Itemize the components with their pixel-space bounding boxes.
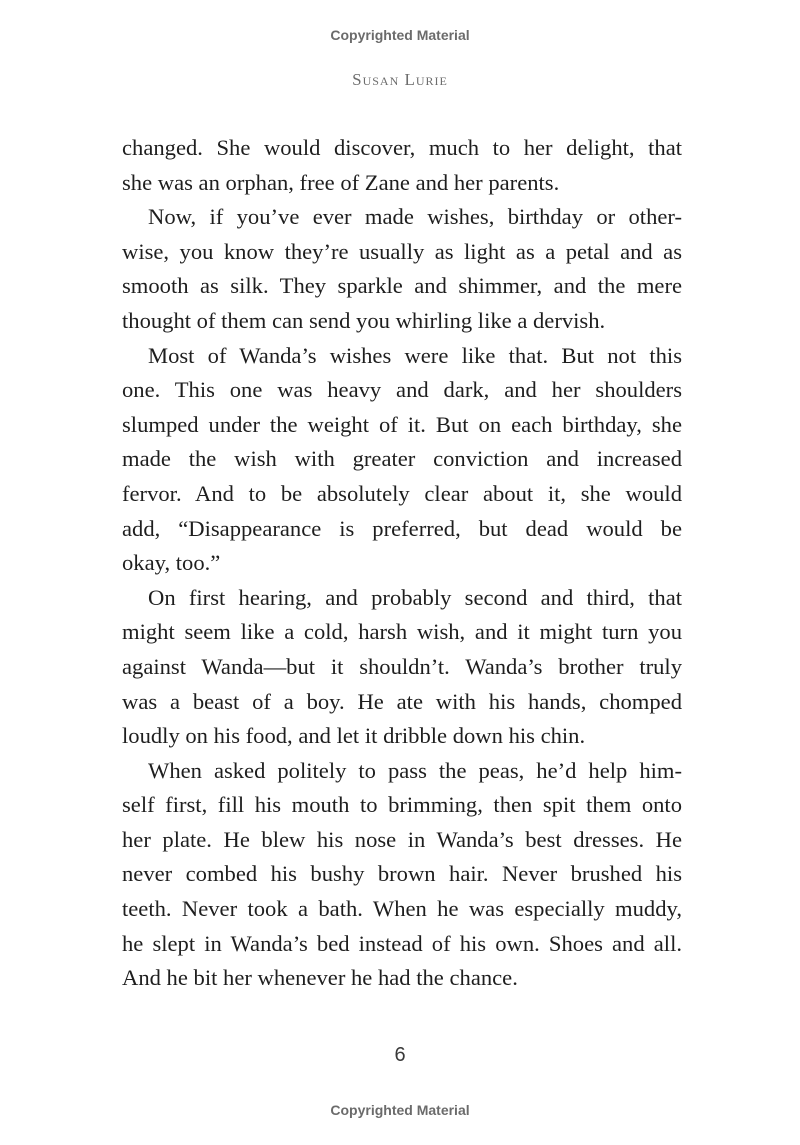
- paragraph: [122, 200, 682, 338]
- text-line: slumped under the weight of it. But on each birthday, she: [122, 411, 682, 437]
- text-line: changed. She would discover, much to her delight, that: [122, 135, 682, 160]
- text-line: never combed his bushy brown hair. Never brushed his: [122, 861, 682, 887]
- paragraph: [122, 754, 682, 996]
- text-line: fervor. And to be absolutely clear about it, she would: [122, 480, 682, 506]
- text-line: her plate. He blew his nose in Wanda’s best dresses. He: [122, 826, 682, 852]
- text-line: she was an orphan, free of Zane and her parents.: [122, 169, 560, 195]
- text-line: one. This one was heavy and dark, and her shoulders: [122, 377, 682, 403]
- text-line: against Wanda—but it shouldn’t. Wanda’s brother truly: [122, 653, 682, 679]
- paragraph: [122, 581, 682, 754]
- text-line: On first hearing, and probably second and third, that: [148, 584, 682, 610]
- text-line: self first, fill his mouth to brimming, then spit them onto: [122, 792, 682, 818]
- text-line: made the wish with greater conviction and increased: [122, 446, 682, 472]
- copyright-watermark-top: Copyrighted Material: [330, 27, 470, 43]
- text-line: thought of them can send you whirling like a dervish.: [122, 307, 606, 333]
- page-body-text: [122, 131, 682, 996]
- running-head-author: Susan Lurie: [352, 70, 448, 89]
- text-line: And he bit her whenever he had the chance.: [122, 965, 518, 991]
- text-line: he slept in Wanda’s bed instead of his own. Shoes and all.: [122, 930, 682, 956]
- text-line: add, “Disappearance is preferred, but dead would be: [122, 515, 682, 541]
- text-line: When asked politely to pass the peas, he’d help him-: [148, 757, 682, 783]
- text-line: was a beast of a boy. He ate with his hands, chomped: [122, 688, 682, 714]
- text-line: wise, you know they’re usually as light as a petal and as: [122, 238, 682, 264]
- text-line: Most of Wanda’s wishes were like that. But not this: [148, 342, 682, 368]
- copyright-watermark-bottom: Copyrighted Material: [330, 1102, 470, 1118]
- text-line: might seem like a cold, harsh wish, and it might turn you: [122, 619, 682, 645]
- text-line: smooth as silk. They sparkle and shimmer, and the mere: [122, 273, 682, 299]
- text-line: Now, if you’ve ever made wishes, birthday or other-: [148, 204, 682, 230]
- paragraph: [122, 131, 682, 200]
- page-number: 6: [394, 1044, 406, 1066]
- paragraph: [122, 339, 682, 581]
- text-line: teeth. Never took a bath. When he was especially muddy,: [122, 896, 682, 922]
- text-line: okay, too.”: [122, 550, 221, 576]
- text-line: loudly on his food, and let it dribble down his chin.: [122, 723, 586, 749]
